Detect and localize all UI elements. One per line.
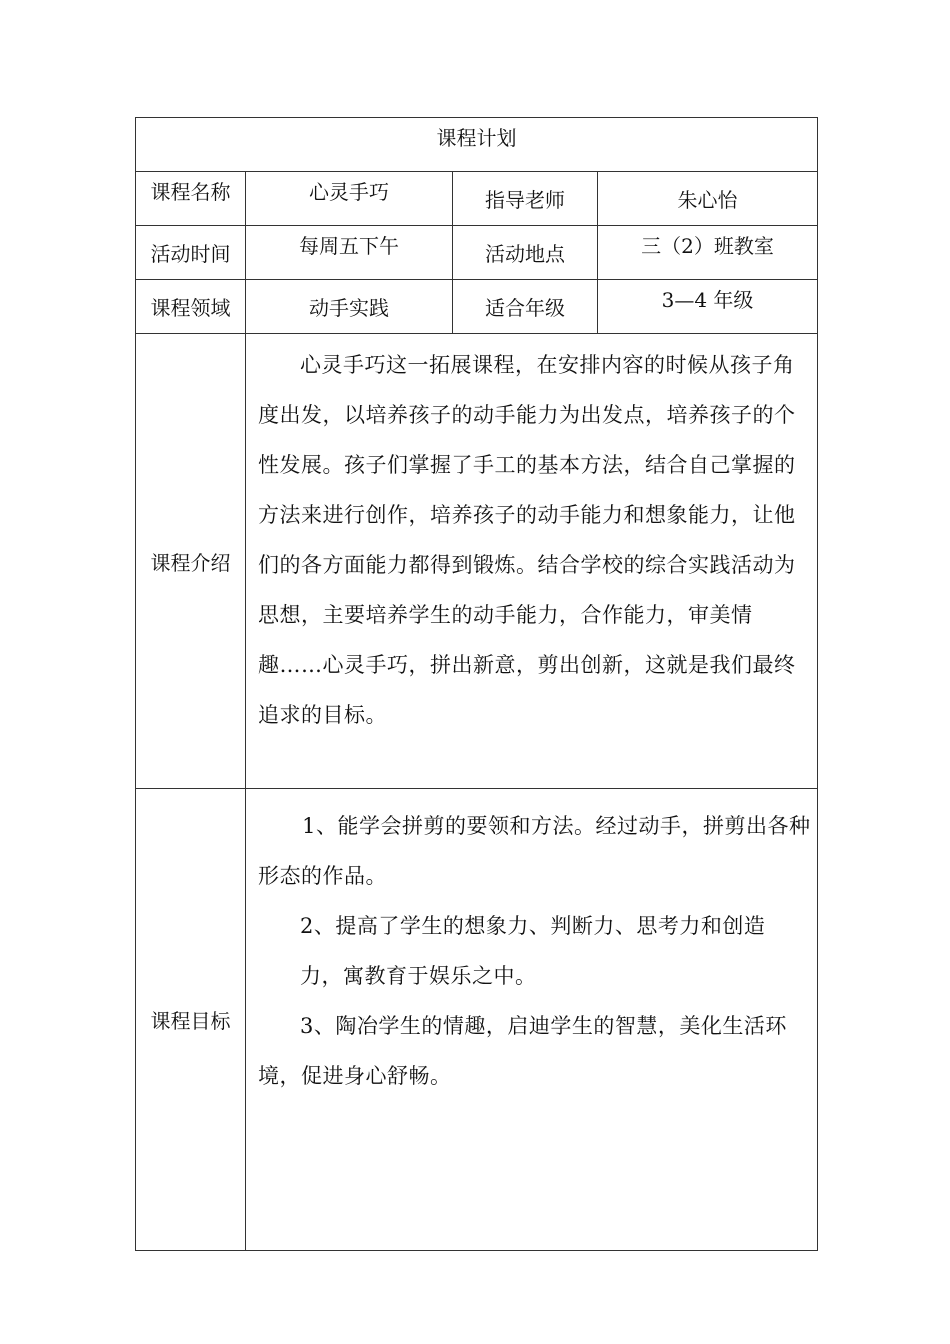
grade-label: 适合年级 <box>453 280 598 334</box>
activity-time-label: 活动时间 <box>136 226 246 280</box>
table-title: 课程计划 <box>136 118 818 172</box>
goals-content <box>246 789 818 1251</box>
course-field-label: 课程领域 <box>136 280 246 334</box>
intro-text: 心灵手巧这一拓展课程，在安排内容的时候从孩子角度出发，以培养孩子的动手能力为出发点，培养孩子的个性发展。孩子们掌握了手工的基本方法，结合自己掌握的方法来进行创作，培养孩子的动手能力和想象能力，让他们的各方面能力都得到锻炼。结合学校的综合实践活动为思想，主要培养学生的动手能力，合作能力，审美情趣……心灵手巧，拼出新意，剪出创新，这就是我们最终追求的目标。 <box>258 353 796 727</box>
intro-label: 课程介绍 <box>136 334 246 789</box>
course-name-value: 心灵手巧 <box>246 172 453 226</box>
intro-row <box>136 334 818 789</box>
activity-location-label: 活动地点 <box>453 226 598 280</box>
intro-content <box>246 334 818 789</box>
goals-label: 课程目标 <box>136 789 246 1251</box>
course-field-value: 动手实践 <box>246 280 453 334</box>
table-row <box>136 280 818 334</box>
course-name-label: 课程名称 <box>136 172 246 226</box>
teacher-label: 指导老师 <box>453 172 598 226</box>
activity-time-value: 每周五下午 <box>246 226 453 280</box>
course-plan-table <box>135 117 818 1251</box>
activity-location-value: 三（2）班教室 <box>598 226 818 280</box>
goals-row <box>136 789 818 1251</box>
title-row <box>136 118 818 172</box>
grade-value: 3—4 年级 <box>598 280 818 334</box>
table-row <box>136 226 818 280</box>
goal-item-2: 2、提高了学生的想象力、判断力、思考力和创造力，寓教育于娱乐之中。 <box>300 914 766 988</box>
goal-item-1: 1、能学会拼剪的要领和方法。经过动手，拼剪出各种形态的作品。 <box>258 814 811 888</box>
table-row <box>136 172 818 226</box>
goal-item-3: 3、陶冶学生的情趣，启迪学生的智慧，美化生活环境，促进身心舒畅。 <box>258 1014 787 1088</box>
teacher-value: 朱心怡 <box>598 172 818 226</box>
